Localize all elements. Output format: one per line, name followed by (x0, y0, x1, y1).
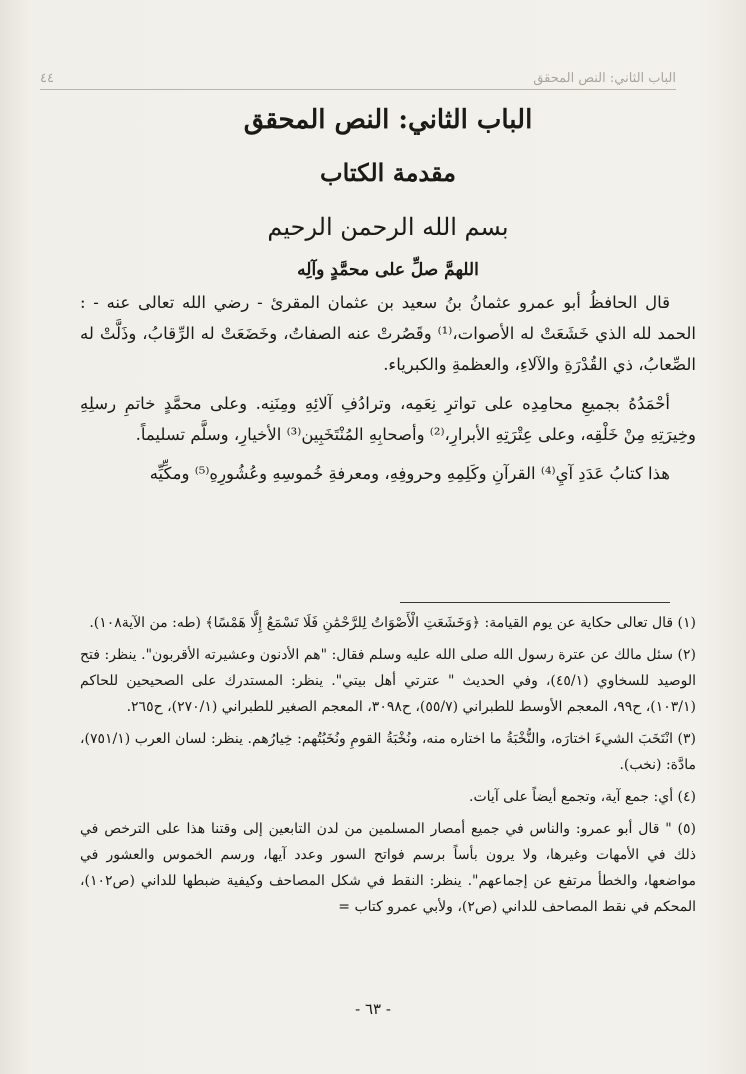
chapter-title: الباب الثاني: النص المحقق (243, 105, 533, 135)
footnote-2: (٢) سئل مالك عن عترة رسول الله صلى الله عليه وسلم فقال: "هم الأدنون وعشيرته الأقربون". ينظر: فتح الوصيد للسخاوي (٤٥/١)، وفي الحديث " عترتي أهل بيتي". ينظر: المستدرك على الصحيحين للحاكم (١٠٣/١)، ح٩٩، المعجم الأوسط للطبراني (٥٥/٧)، ح٣٠٩٨، المعجم الصغير للطبراني (٢٧٠/١)، ح٢٦٥. (80, 647, 696, 715)
section-title: مقدمة الكتاب (319, 158, 457, 187)
footnote-1: (١) قال تعالى حكاية عن يوم القيامة: ﴿وَخَشَعَتِ الْأَصْوَاتُ لِلرَّحْمَٰنِ فَلَا تَسْمَعُ إِلَّا هَمْسًا﴾ (طه: من الآية١٠٨). (89, 615, 696, 631)
footnote-4: (٤) أي: جمع آية، وتجمع أيضاً على آيات. (469, 789, 696, 805)
paragraph-1: قال الحافظُ أبو عمرو عثمانُ بنُ سعيد بن عثمان المقرئ - رضي الله تعالى عنه - : الحمد لله الذي خَشَعَتْ له الأصوات،⁽¹⁾ وقَصُرتْ عنه الصفاتُ، وخَضَعَتْ له الرِّقابُ، وذَلَّتْ له الصِّعابُ، ذي القُدْرَةِ والآلاءِ، والعظمةِ والكبرياء. (80, 293, 696, 374)
paragraph-3: هذا كتابُ عَدَدِ آيِ⁽⁴⁾ القرآنِ وكَلِمِهِ وحروفِهِ، ومعرفةِ خُموسِهِ وعُشُورِهِ⁽⁵⁾ ومكِّيِّه (149, 464, 670, 483)
main-text (80, 95, 696, 497)
footnote-5: (٥) " قال أبو عمرو: والناس في جميع أمصار المسلمين من لدن التابعين إلى وقتنا هذا على الترخص في ذلك في الأمهات وغيرها، ولا يرون بأساً برسم فواتح السور وعدد آيها، ورسم الخموس والعشور في مواضعها، والخطأ مرتفع عن إجماعهم". ينظر: النقط في شكل المصاحف وكيفية ضبطها للداني (ص١٠٢)، المحكم في نقط المصاحف للداني (ص٢)، ولأبي عمرو كتاب = (80, 821, 696, 915)
invocation: اللهمَّ صلِّ على محمَّدٍ وآلِه (297, 260, 479, 280)
footnote-separator (400, 602, 670, 603)
page-number: - ٦٣ - (355, 1000, 391, 1018)
footnote-3: (٣) انْتَخَبَ الشيءَ اختارَه، والنُّخْبَةُ ما اختاره منه، ونُخْبَةُ القومِ ونُخَبُتُهم: خِيارُهم. ينظر: لسان العرب (٧٥١/١)، مادَّة: (نخب). (80, 731, 696, 773)
basmala: بسم الله الرحمن الرحيم (267, 213, 509, 241)
footnotes (80, 610, 696, 926)
running-head (40, 58, 676, 90)
running-head-title: الباب الثاني: النص المحقق (533, 71, 676, 86)
running-head-number: ٤٤ (40, 71, 54, 86)
paragraph-2: أحْمَدُهُ بجميعِ محامِدِه على تواترِ نِعَمِه، وترادُفِ آلائِهِ ومِنَنِه. وعلى محمَّدٍ خاتمِ رسلِهِ وخِيرَتِهِ مِنْ خَلْقِه، وعلى عِتْرَتِهِ الأبرارِ،⁽²⁾ وأصحابِهِ المُنْتَخَبِين⁽³⁾ الأخيارِ، وسلَّم تسليماً. (80, 394, 696, 444)
